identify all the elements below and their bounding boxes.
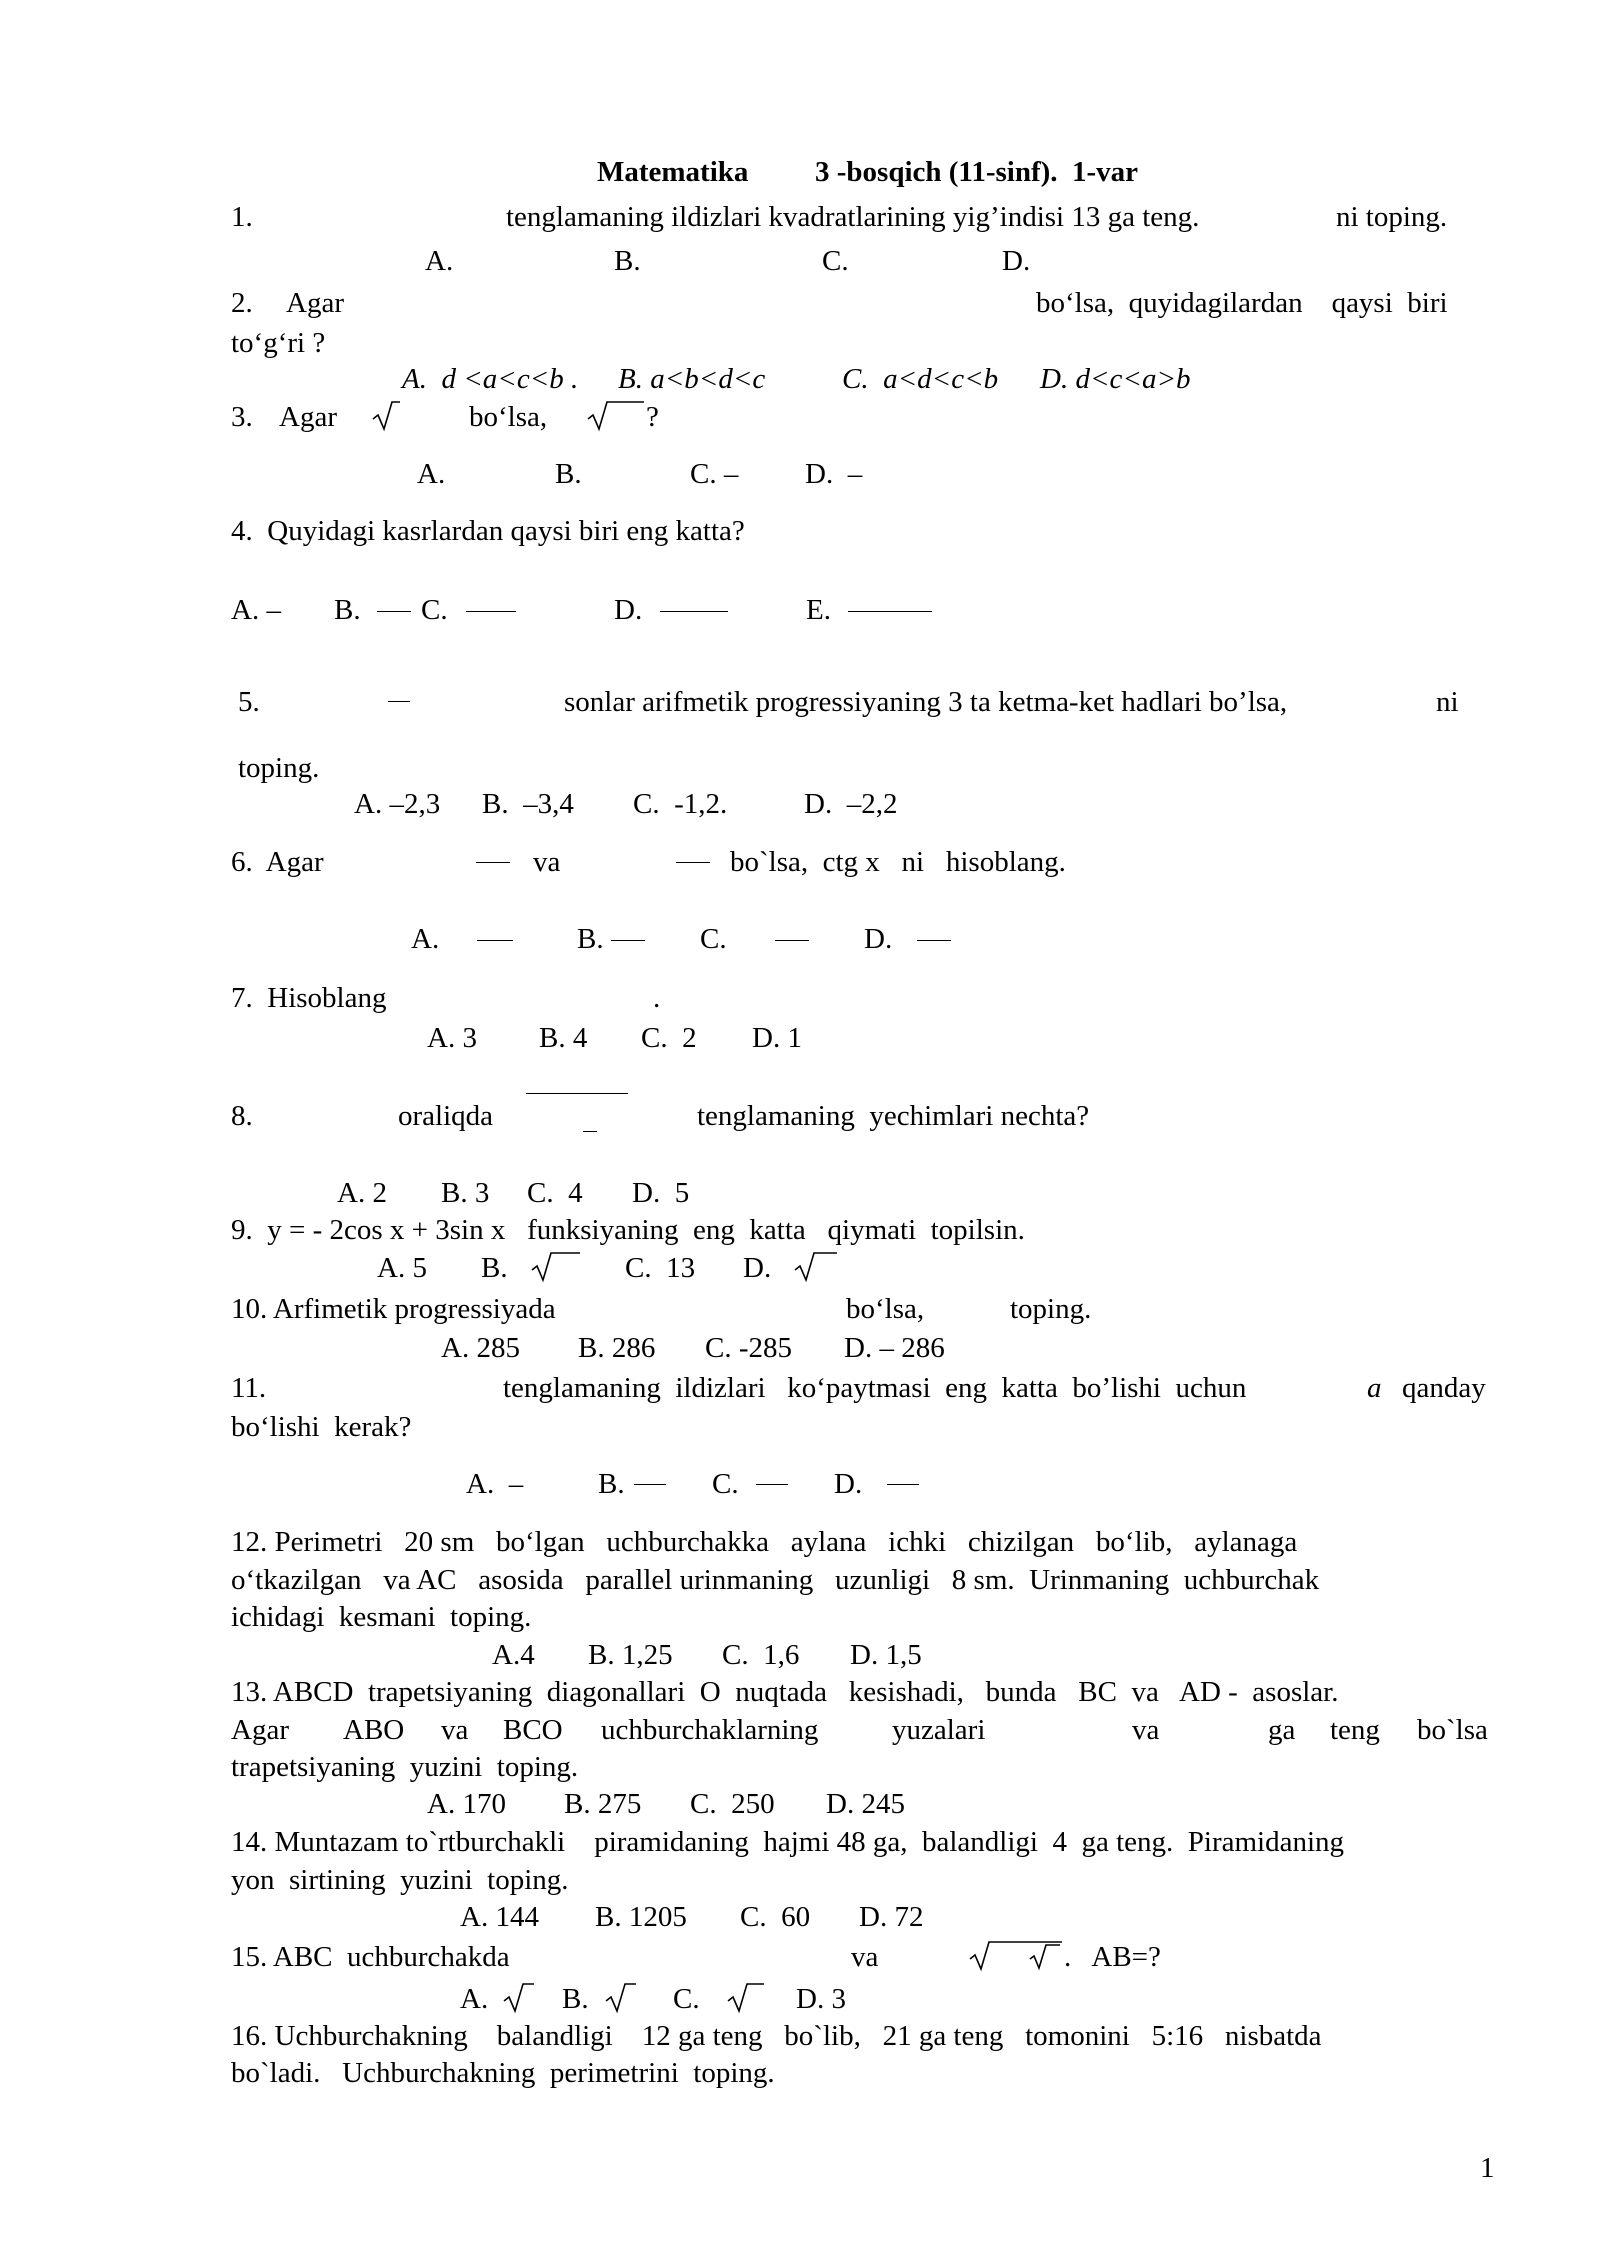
q3-number: 3. — [231, 401, 253, 433]
q12-option-b: B. 1,25 — [588, 1639, 673, 1671]
q1-option-c: C. — [822, 245, 849, 277]
q1-text: tenglamaning ildizlari kvadratlarining yig’indisi 13 ga teng. — [506, 201, 1200, 233]
q2-text-line2: to‘g‘ri ? — [231, 327, 326, 359]
q11-option-b: B. — [598, 1468, 625, 1500]
q2-text: bo‘lsa, quyidagilardan qaysi biri — [1036, 287, 1448, 319]
q13-option-d: D. 245 — [826, 1788, 905, 1820]
fraction-bar — [466, 611, 516, 612]
q13-line2-part: va — [1132, 1714, 1160, 1746]
q6-option-b: B. — [577, 923, 604, 955]
fraction-bar — [476, 862, 510, 863]
q12-option-c: C. 1,6 — [722, 1639, 800, 1671]
q14-option-d: D. 72 — [859, 1901, 924, 1933]
q10-mid: bo‘lsa, — [846, 1293, 925, 1325]
q11-text: tenglamaning ildizlari ko‘paytmasi eng katta bo’lishi uchun — [503, 1372, 1247, 1404]
q11-tail: qanday — [1402, 1372, 1486, 1404]
q6-option-a: A. — [411, 923, 440, 955]
fraction-bar — [388, 701, 410, 702]
fraction-bar — [583, 1131, 597, 1132]
q9-option-a: A. 5 — [377, 1252, 427, 1284]
q13-option-c: C. 250 — [690, 1788, 775, 1820]
q11-option-a: A. – — [466, 1468, 524, 1500]
q3-lead: Agar — [279, 401, 337, 433]
q15-option-b: B. — [562, 1983, 589, 2015]
sqrt-icon — [530, 1250, 582, 1284]
q5-text-line2: toping. — [238, 752, 320, 784]
fraction-bar — [634, 1484, 666, 1485]
q8-option-c: C. 4 — [527, 1177, 583, 1209]
fraction-bar — [917, 940, 951, 941]
q7-option-c: C. 2 — [641, 1022, 697, 1054]
q5-option-a: A. –2,3 — [354, 788, 441, 820]
fraction-bar — [848, 611, 932, 612]
q14-line2: yon sirtining yuzini toping. — [231, 1864, 569, 1896]
page-number: 1 — [1480, 2152, 1495, 2184]
q6-va: va — [533, 846, 561, 878]
q3-option-a: A. — [417, 458, 446, 490]
q4-option-b: B. — [334, 594, 361, 626]
q5-text: sonlar arifmetik progressiyaning 3 ta ketma-ket hadlari bo’lsa, — [564, 686, 1288, 718]
q7-text: 7. Hisoblang — [231, 982, 387, 1014]
fraction-bar — [377, 611, 411, 612]
q6-option-c: C. — [700, 923, 727, 955]
q7-option-d: D. 1 — [752, 1022, 802, 1054]
q1-tail: ni toping. — [1336, 201, 1448, 233]
sqrt-icon — [586, 399, 646, 433]
fraction-bar — [611, 940, 645, 941]
q3-question-mark: ? — [646, 401, 659, 433]
q3-option-d: D. – — [805, 458, 863, 490]
q13-line2-part: uchburchaklarning — [601, 1714, 819, 1746]
q13-option-b: B. 275 — [564, 1788, 642, 1820]
q2-lead: Agar — [286, 287, 344, 319]
q16-line1: 16. Uchburchakning balandligi 12 ga teng bo`lib, 21 ga teng tomonini 5:16 nisbatda — [231, 2020, 1322, 2052]
q4-option-c: C. — [421, 594, 448, 626]
sqrt-icon — [371, 399, 401, 433]
q12-line3: ichidagi kesmani toping. — [231, 1601, 532, 1633]
fraction-bar — [756, 1484, 788, 1485]
q5-option-c: C. -1,2. — [633, 788, 728, 820]
q7-option-b: B. 4 — [539, 1022, 588, 1054]
q7-option-a: A. 3 — [427, 1022, 477, 1054]
q13-line1: 13. ABCD trapetsiyaning diagonallari O nuqtada kesishadi, bunda BC va AD - asoslar. — [231, 1676, 1339, 1708]
q13-line3: trapetsiyaning yuzini toping. — [231, 1751, 579, 1783]
q6-option-d: D. — [864, 923, 893, 955]
q13-line2-part: BCO — [503, 1714, 563, 1746]
q3-option-c: C. – — [690, 458, 739, 490]
q12-line1: 12. Perimetri 20 sm bo‘lgan uchburchakka aylana ichki chizilgan bo‘lib, aylanaga — [231, 1526, 1298, 1558]
fraction-bar — [477, 940, 513, 941]
q10-text: 10. Arfimetik progressiyada — [231, 1293, 556, 1325]
q12-option-d: D. 1,5 — [850, 1639, 922, 1671]
q4-option-a: A. – — [231, 594, 281, 626]
sqrt-icon — [726, 1981, 766, 2015]
q4-option-e: E. — [806, 594, 831, 626]
q13-line2-part: va — [441, 1714, 469, 1746]
q13-line2-part: Agar — [231, 1714, 289, 1746]
q4-option-d: D. — [614, 594, 643, 626]
q3-option-b: B. — [555, 458, 582, 490]
q15-option-d: D. 3 — [796, 1983, 846, 2015]
q13-line2-part: ga — [1268, 1714, 1296, 1746]
sqrt-icon — [1028, 1942, 1062, 1972]
q11-number: 11. — [231, 1372, 267, 1404]
q7-dot: . — [653, 982, 661, 1014]
q13-line2-part: ABO — [343, 1714, 405, 1746]
q14-option-a: A. 144 — [460, 1901, 539, 1933]
q5-option-b: B. –3,4 — [482, 788, 574, 820]
q2-number: 2. — [231, 287, 253, 319]
q10-option-a: A. 285 — [441, 1332, 520, 1364]
q8-option-b: B. 3 — [441, 1177, 490, 1209]
q11-variable-a: a — [1367, 1372, 1382, 1404]
q14-option-c: C. 60 — [740, 1901, 811, 1933]
q15-option-a: A. — [460, 1983, 489, 2015]
q8-option-a: A. 2 — [337, 1177, 387, 1209]
fraction-bar — [775, 940, 809, 941]
q8-option-d: D. 5 — [632, 1177, 690, 1209]
page-title-level: 3 -bosqich (11-sinf). 1-var — [815, 156, 1139, 188]
q10-option-b: B. 286 — [578, 1332, 656, 1364]
q13-line2-part: yuzalari — [892, 1714, 986, 1746]
q13-option-a: A. 170 — [427, 1788, 506, 1820]
q1-option-a: A. — [425, 245, 454, 277]
q3-mid: bo‘lsa, — [469, 401, 548, 433]
q8-text: tenglamaning yechimlari nechta? — [697, 1100, 1090, 1132]
q9-option-b: B. — [481, 1252, 508, 1284]
page-title-subject: Matematika — [597, 156, 749, 188]
q11-option-d: D. — [834, 1468, 863, 1500]
q11-text-line2: bo‘lishi kerak? — [231, 1411, 412, 1443]
q15-tail: . AB=? — [1064, 1941, 1161, 1973]
q4-text: 4. Quyidagi kasrlardan qaysi biri eng katta? — [231, 515, 745, 547]
q13-line2-part: bo`lsa — [1417, 1714, 1488, 1746]
q2-option-c: C. a<d<c<b — [842, 363, 999, 395]
q2-option-b: B. a<b<d<c — [618, 363, 766, 395]
q13-line2-part: teng — [1330, 1714, 1380, 1746]
q5-number: 5. — [238, 686, 260, 718]
q11-option-c: C. — [712, 1468, 739, 1500]
fraction-bar — [887, 1484, 919, 1485]
q9-text: 9. y = - 2cos x + 3sin x funksiyaning eng katta qiymati topilsin. — [231, 1214, 1025, 1246]
q5-option-d: D. –2,2 — [804, 788, 898, 820]
sqrt-icon — [793, 1250, 839, 1284]
q14-option-b: B. 1205 — [595, 1901, 687, 1933]
q2-option-d: D. d<c<a>b — [1040, 363, 1191, 395]
q5-tail: ni — [1436, 686, 1459, 718]
fraction-bar — [526, 1093, 628, 1094]
q6-text: 6. Agar — [231, 846, 324, 878]
q14-line1: 14. Muntazam to`rtburchakli piramidaning hajmi 48 ga, balandligi 4 ga teng. Piramidaning — [231, 1826, 1345, 1858]
sqrt-icon — [604, 1981, 638, 2015]
q1-number: 1. — [231, 201, 253, 233]
q1-option-b: B. — [614, 245, 641, 277]
q10-tail: toping. — [1010, 1293, 1092, 1325]
q16-line2: bo`ladi. Uchburchakning perimetrini toping. — [231, 2057, 775, 2089]
q12-option-a: A.4 — [492, 1639, 535, 1671]
q9-option-c: C. 13 — [625, 1252, 696, 1284]
q8-mid: oraliqda — [398, 1100, 494, 1132]
q15-option-c: C. — [673, 1983, 700, 2015]
q15-va: va — [851, 1941, 879, 1973]
q6-mid: bo`lsa, ctg x ni hisoblang. — [730, 846, 1066, 878]
q1-option-d: D. — [1002, 245, 1031, 277]
q15-text: 15. ABC uchburchakda — [231, 1941, 510, 1973]
q9-option-d: D. — [743, 1252, 772, 1284]
fraction-bar — [676, 862, 710, 863]
fraction-bar — [660, 611, 728, 612]
q2-option-a: A. d <a<c<b . — [402, 363, 579, 395]
q12-line2: o‘tkazilgan va AC asosida parallel urinmaning uzunligi 8 sm. Urinmaning uchburchak — [231, 1564, 1320, 1596]
q10-option-c: C. -285 — [705, 1332, 792, 1364]
sqrt-icon — [502, 1981, 536, 2015]
q10-option-d: D. – 286 — [844, 1332, 945, 1364]
q8-number: 8. — [231, 1100, 253, 1132]
